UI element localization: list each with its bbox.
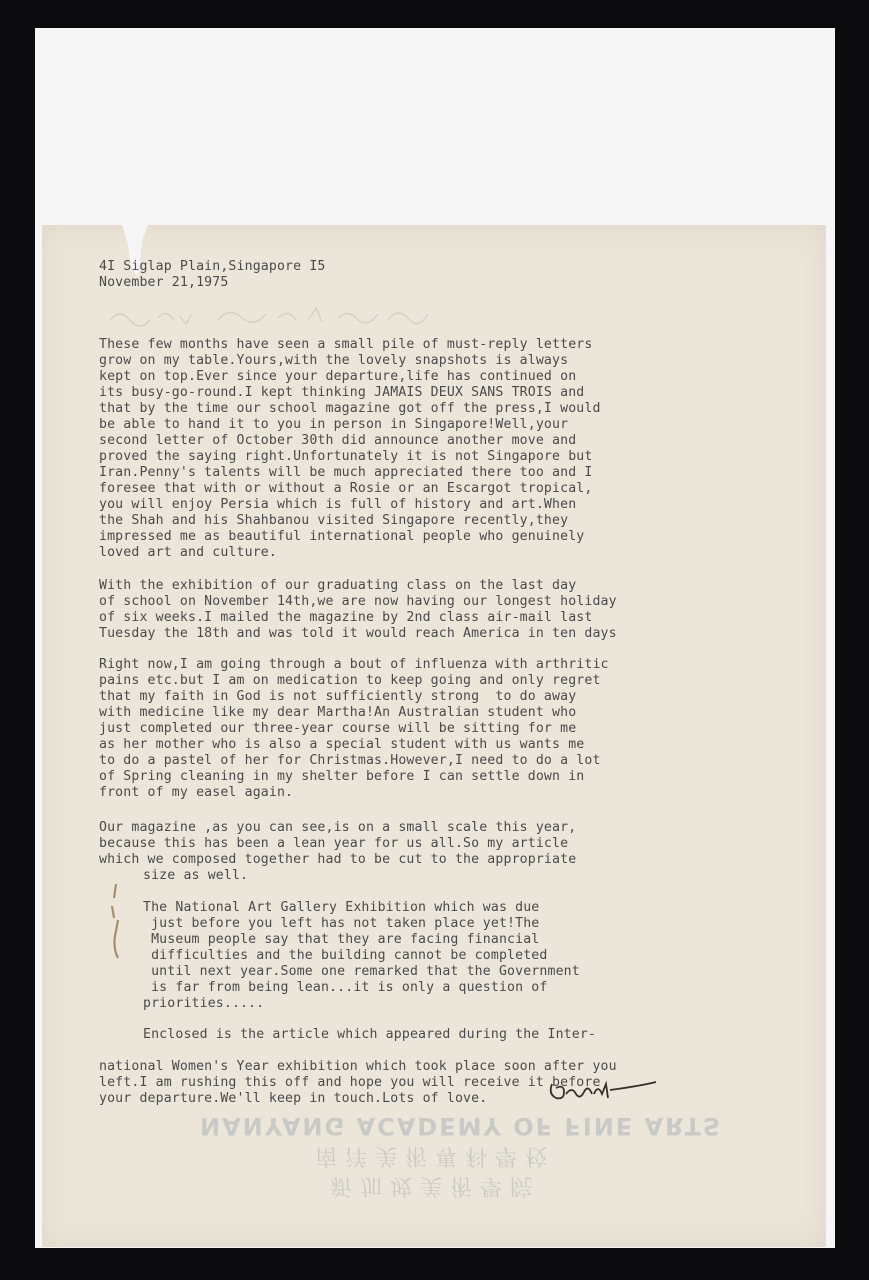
paragraph-2: With the exhibition of our graduating class on the last day of school on November 14th,we are now having our longest holiday of six weeks.I mailed the magazine by 2nd class air-mail last Tuesday the 18th and was told it would reach America in ten days (99, 578, 617, 641)
school-name-mirrored: NANYANG ACADEMY OF FINE ARTS (200, 1112, 723, 1140)
paragraph-3: Right now,I am going through a bout of influenza with arthritic pains etc.but I am on medication to keep going and only regret that my faith in God is not sufficiently strong to do away with medicine like my dear Martha!An Australian student who just completed our three-year course will be sitting for me as her mother who is also a special student with us wants me to do a pastel of her for Christmas.However,I need to do a lot of Spring cleaning in my shelter before I can settle down in front of my easel again. (99, 657, 609, 800)
sender-address: 4I Siglap Plain,Singapore I5 November 21,1975 (99, 259, 326, 290)
paragraph-4-end: size as well. (143, 868, 249, 883)
paragraph-7: national Women's Year exhibition which took place soon after you left.I am rushing this off and hope you will receive it before your departure.We'll keep in touch.Lots of love. (99, 1059, 617, 1106)
paragraph-4: Our magazine ,as you can see,is on a small scale this year, because this has been a lean year for us all.So my article which we composed together had to be cut to the appropriate (99, 820, 577, 867)
school-name-chinese-2: 新加坡美術學院 (329, 1173, 540, 1198)
ink-stain (102, 880, 132, 964)
letterhead-watermark (200, 1084, 723, 1204)
pencil-greeting-marks (108, 300, 448, 330)
paragraph-1: These few months have seen a small pile of must-reply letters grow on my table.Yours,with the lovely snapshots is always kept on top.Ever since your departure,life has continued on its busy-go-round.I kept thinking JAMAIS DEUX SANS TROIS and that by the time our school magazine got off the press,I would be able to hand it to you in person in Singapore!Well,your second letter of October 30th did announce another move and proved the saying right.Unfortunately it is not Singapore but Iran.Penny's talents will be much appreciated there too and I foresee that with or without a Rosie or an Escargot tropical, you will enjoy Persia which is full of history and art.When the Shah and his Shahbanou visited Singapore recently,they impressed me as beautiful international people who genuinely loved art and culture. (99, 337, 601, 560)
paragraph-5: The National Art Gallery Exhibition which was due just before you left has not taken place yet!The Museum people say that they are facing financial difficulties and the building cannot be completed until next year.Some one remarked that the Government is far from being lean...it is only a question of priorities..... (143, 900, 580, 1011)
school-name-chinese-1: 南洋美術專科學校 (314, 1143, 555, 1168)
paragraph-6: Enclosed is the article which appeared during the Inter- (143, 1027, 597, 1042)
